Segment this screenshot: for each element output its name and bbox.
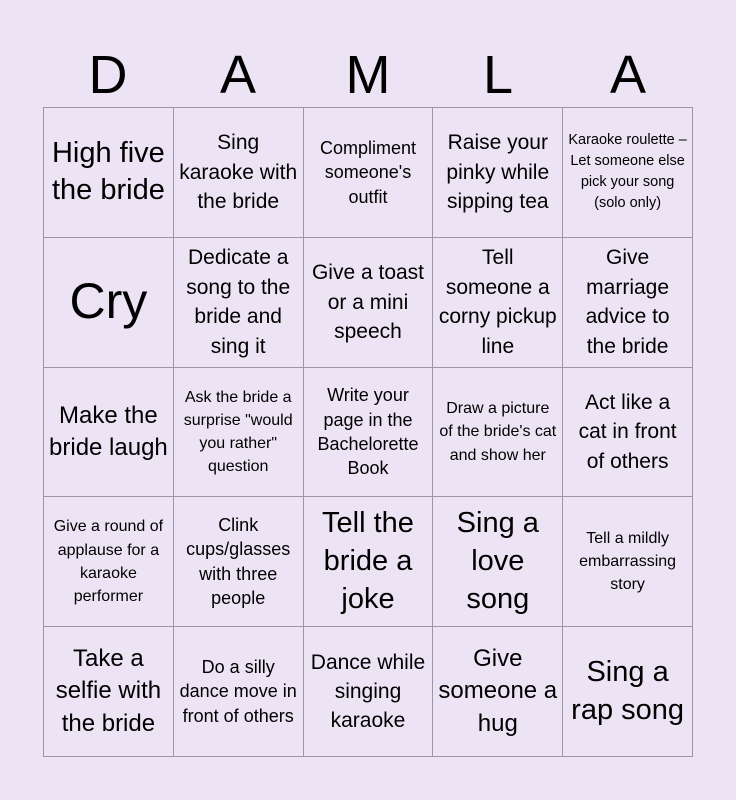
header-letter-a-2: A	[609, 45, 647, 105]
cell-text: Sing a love song	[456, 507, 539, 615]
cell-text: Draw a picture of the bride's cat and show her	[439, 400, 557, 464]
header-letter-m: M	[345, 45, 391, 105]
cell-text: Ask the bride a surprise "would you rather" question	[183, 388, 293, 476]
cell-text: Give someone a hug	[438, 645, 558, 737]
bingo-grid	[43, 107, 693, 757]
cell-text: Tell someone a corny pickup line	[438, 246, 557, 358]
bingo-cell-r2c4[interactable]	[433, 238, 563, 368]
bingo-cell-r5c5[interactable]	[563, 627, 693, 757]
cell-text: Raise your pinky while sipping tea	[446, 131, 550, 214]
cell-text: High five the bride	[51, 136, 165, 207]
bingo-cell-r5c2[interactable]	[174, 627, 304, 757]
bingo-cell-r2c3[interactable]	[304, 238, 434, 368]
cell-text: Clink cups/glasses with three people	[186, 515, 291, 609]
cell-text: Take a selfie with the bride	[55, 645, 162, 737]
cell-text: Cry	[69, 273, 148, 330]
header-letter-l: L	[482, 45, 514, 105]
bingo-cell-r5c4[interactable]	[433, 627, 563, 757]
bingo-cell-r4c4[interactable]	[433, 497, 563, 627]
bingo-header	[43, 44, 693, 106]
cell-text: Give a toast or a mini speech	[311, 261, 425, 343]
bingo-cell-r4c2[interactable]	[174, 497, 304, 627]
cell-text: Act like a cat in front of others	[578, 390, 677, 473]
header-letter-d: D	[88, 45, 128, 105]
bingo-cell-r1c4[interactable]	[433, 108, 563, 238]
bingo-cell-r3c5[interactable]	[563, 368, 693, 498]
cell-text: Compliment someone's outfit	[319, 137, 416, 207]
cell-text: Tell a mildly embarrassing story	[579, 530, 677, 594]
cell-text: Dance while singing karaoke	[310, 650, 426, 733]
cell-text: Sing karaoke with the bride	[179, 131, 298, 214]
bingo-cell-r2c1[interactable]	[44, 238, 174, 368]
cell-text: Tell the bride a joke	[322, 507, 414, 615]
bingo-cell-r1c5[interactable]	[563, 108, 693, 238]
header-letter-a: A	[219, 45, 257, 105]
bingo-cell-r2c2[interactable]	[174, 238, 304, 368]
bingo-cell-r4c3[interactable]	[304, 497, 434, 627]
bingo-cell-r3c4[interactable]	[433, 368, 563, 498]
bingo-cell-r3c3[interactable]	[304, 368, 434, 498]
cell-text: Karaoke roulette – Let someone else pick your song (solo only)	[568, 132, 687, 212]
cell-text: Write your page in the Bachelorette Book	[317, 385, 419, 479]
cell-text: Dedicate a song to the bride and sing it	[186, 246, 291, 358]
bingo-cell-r4c5[interactable]	[563, 497, 693, 627]
cell-text: Give marriage advice to the bride	[585, 246, 670, 358]
bingo-cell-r1c1[interactable]	[44, 108, 174, 238]
cell-text: Make the bride laugh	[49, 401, 168, 461]
bingo-cell-r3c2[interactable]	[174, 368, 304, 498]
bingo-cell-r5c3[interactable]	[304, 627, 434, 757]
cell-text: Give a round of applause for a karaoke performer	[53, 518, 164, 605]
bingo-cell-r5c1[interactable]	[44, 627, 174, 757]
bingo-cell-r2c5[interactable]	[563, 238, 693, 368]
bingo-cell-r3c1[interactable]	[44, 368, 174, 498]
bingo-cell-r4c1[interactable]	[44, 497, 174, 627]
cell-text: Sing a rap song	[571, 655, 685, 726]
bingo-cell-r1c3[interactable]	[304, 108, 434, 238]
cell-text: Do a silly dance move in front of others	[179, 657, 297, 726]
bingo-cell-r1c2[interactable]	[174, 108, 304, 238]
